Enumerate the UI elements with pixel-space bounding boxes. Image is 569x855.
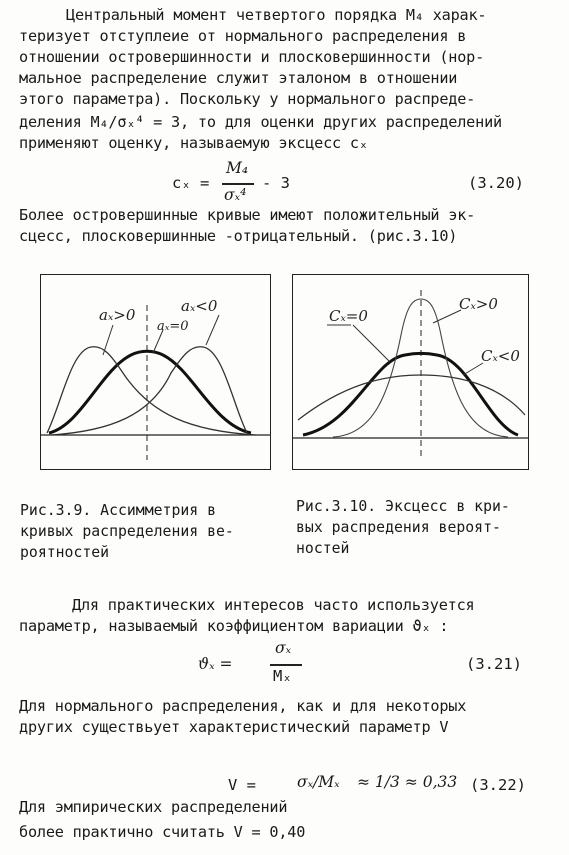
figure-3-9-caption-line1: Рис.3.9. Ассимметрия в [20, 502, 216, 519]
formula-3-22-approx: ≈ 1/3 ≈ 0,33 [357, 773, 458, 791]
para5-line1: Для эмпирических распределений [19, 798, 288, 816]
para1-line2: теризует отступлеие от нормального распределения в [19, 27, 467, 45]
formula-3-20-denominator: σₓ⁴ [224, 186, 247, 204]
formula-3-21-number: (3.21) [466, 655, 522, 673]
formula-3-22-lhs: V = [228, 776, 256, 794]
formula-3-22-number: (3.22) [470, 776, 526, 794]
figure-3-9-caption-line3: роятностей [20, 544, 110, 561]
formula-3-20-lhs: cₓ = [172, 174, 210, 192]
para5-line2: более практично считать V = 0,40 [19, 823, 306, 841]
formula-3-22-expr: σₓ/Mₓ [297, 773, 340, 791]
fig39-label-negative: aₓ<0 [181, 297, 218, 315]
para3-line2: параметр, называемый коэффициентом вариации ϑₓ : [19, 617, 449, 635]
formula-3-21-lhs: ϑₓ = [198, 655, 233, 673]
para1-line5: этого параметра). Поскольку у нормального распреде- [19, 90, 476, 108]
fig310-label-zero: Cₓ=0 [329, 307, 368, 325]
figure-3-10-plot [293, 275, 528, 469]
fraction-bar [270, 664, 302, 666]
formula-3-20-number: (3.20) [468, 174, 524, 192]
fig39-label-zero: aₓ=0 [157, 319, 189, 334]
para3-line1: Для практических интересов часто используется [72, 596, 475, 614]
fig310-label-negative: Cₓ<0 [481, 347, 520, 365]
figure-3-10-caption-line2: вых распредения вероят- [296, 519, 501, 536]
para1-line6: деления M₄/σₓ⁴ = 3, то для оценки других распределений [19, 113, 502, 131]
para1-line1: Центральный момент четвертого порядка M₄ харак- [66, 6, 487, 24]
formula-3-20-numerator: M₄ [226, 159, 249, 177]
fig39-label-positive: aₓ>0 [99, 306, 136, 324]
figure-3-9 [40, 274, 271, 470]
figure-3-10-caption-line3: ностей [296, 540, 350, 557]
para4-line1: Для нормального распределения, как и для некоторых [19, 697, 467, 715]
figure-3-9-plot [41, 275, 270, 469]
fig310-label-positive: Cₓ>0 [459, 295, 498, 313]
para1-line4: мальное распределение служит эталоном в отношении [19, 69, 458, 87]
para1-line7: применяют оценку, называемую эксцесс cₓ [19, 134, 368, 152]
formula-3-21-denominator: Mₓ [273, 667, 292, 685]
para1-line3: отношении островершинности и плосковершинности (нор- [19, 48, 485, 66]
figure-3-9-caption-line2: кривых распределения ве- [20, 523, 234, 540]
para4-line2: других существьует характеристический параметр V [19, 718, 449, 736]
formula-3-21-numerator: σₓ [275, 639, 292, 657]
para2-line1: Более островершинные кривые имеют положительный эк- [19, 206, 476, 224]
figure-3-10-caption-line1: Рис.3.10. Эксцесс в кри- [296, 498, 510, 515]
para2-line2: сцесс, плосковершинные -отрицательный. (рис.3.10) [19, 227, 458, 245]
fraction-bar [222, 183, 254, 185]
formula-3-20-rhs: - 3 [262, 174, 290, 192]
figure-3-10 [292, 274, 529, 470]
